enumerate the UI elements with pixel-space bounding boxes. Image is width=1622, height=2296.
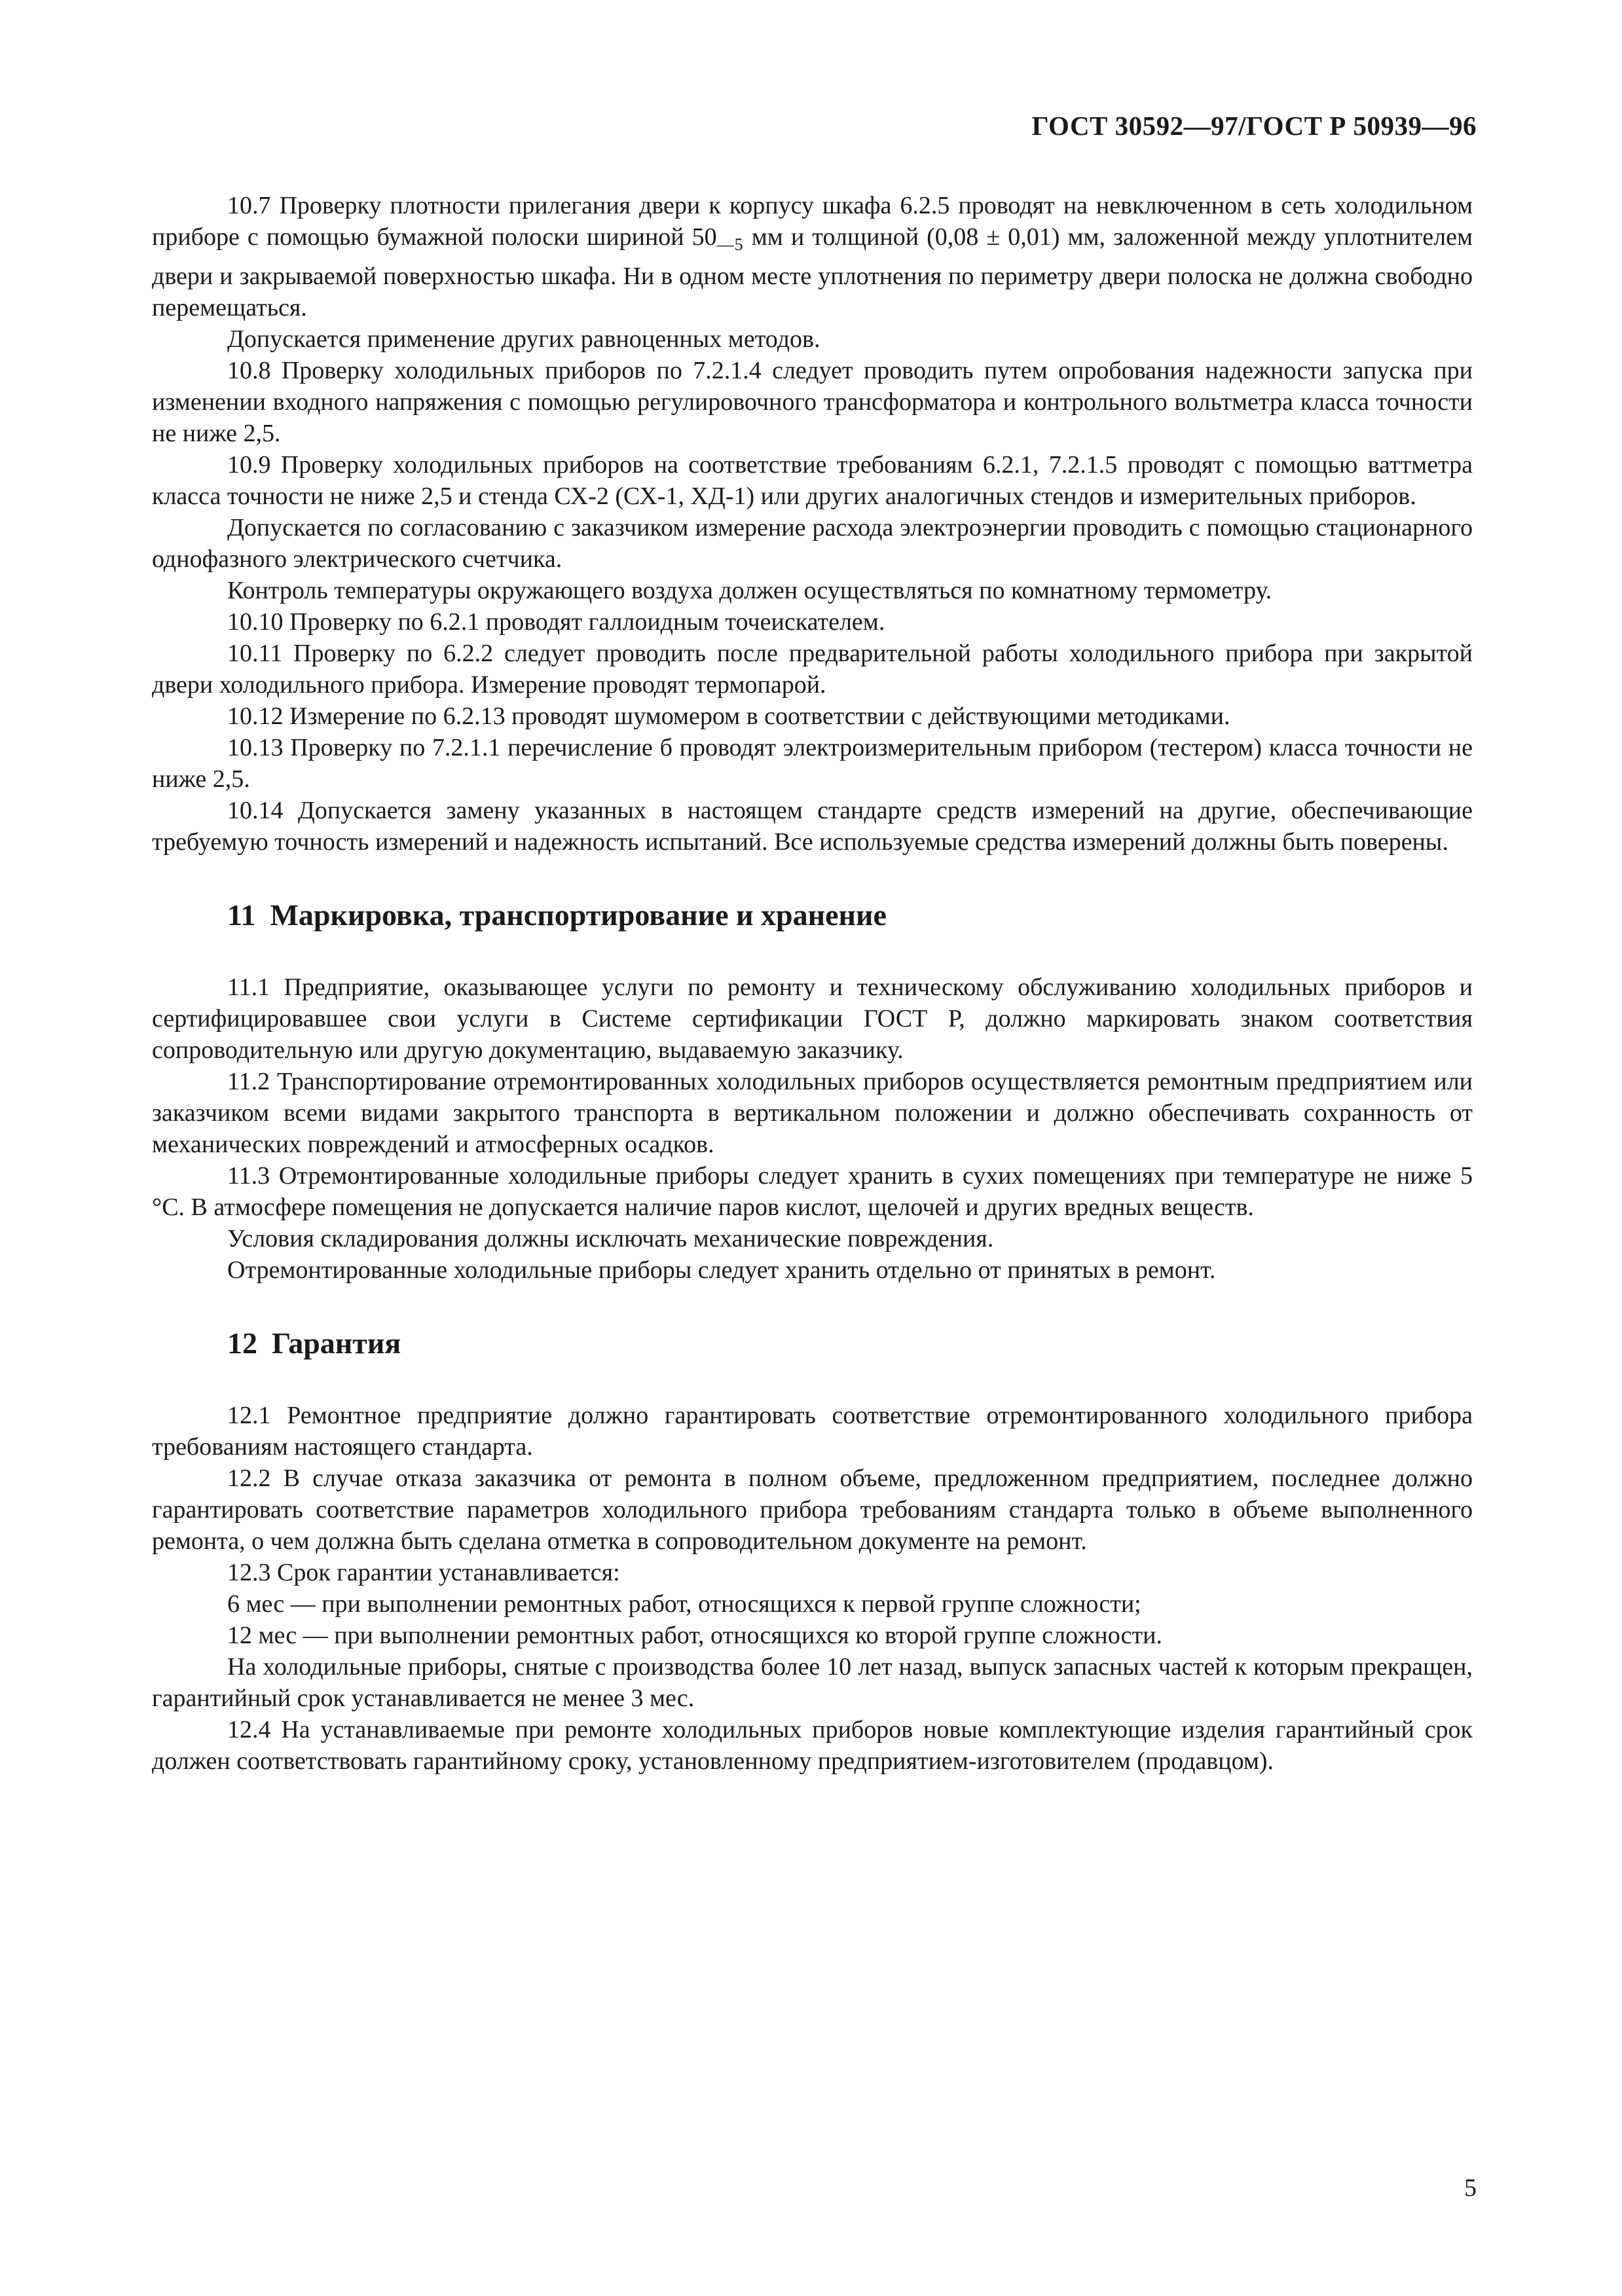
paragraph: Допускается применение других равноценных методов. (227, 325, 820, 353)
list-item: 6 мес — при выполнении ремонтных работ, относящихся к первой группе сложности; (227, 1590, 1141, 1618)
paragraph-11-3: 11.3 Отремонтированные холодильные приборы следует хранить в сухих помещениях при температуре не ниже 5 °С. В атмосфере помещения не допускается наличие паров кислот, щелочей и других вредных веществ. (152, 1162, 1473, 1221)
paragraph: Отремонтированные холодильные приборы следует хранить отдельно от принятых в ремонт. (227, 1256, 1216, 1284)
paragraph-10-12: 10.12 Измерение по 6.2.13 проводят шумомером в соответствии с действующими методиками. (227, 702, 1230, 730)
tolerance-subscript: —5 (716, 235, 744, 254)
paragraph-12-2: 12.2 В случае отказа заказчика от ремонта в полном объеме, предложенном предприятием, последнее должно гарантировать соответствие параметров холодильного прибора требованиям стандарта только в объеме выполненного ремонта, о чем должна быть сделана отметка в сопроводительном документе на ремонт. (152, 1465, 1473, 1555)
section-heading-11: 11 Маркировка, транспортирование и хранение (227, 898, 887, 932)
paragraph: На холодильные приборы, снятые с производства более 10 лет назад, выпуск запасных частей к которым прекращен, гарантийный срок устанавливается не менее 3 мес. (152, 1653, 1473, 1712)
paragraph-12-4: 12.4 На устанавливаемые при ремонте холодильных приборов новые комплектующие изделия гарантийный срок должен соответствовать гарантийному сроку, установленному предприятием-изготовителем (продавцом). (152, 1716, 1473, 1775)
section-heading-12: 12 Гарантия (227, 1326, 401, 1360)
paragraph-10-13: 10.13 Проверку по 7.2.1.1 перечисление б проводят электроизмерительным прибором (тестером) класса точности не ниже 2,5. (152, 734, 1473, 793)
paragraph-10-10: 10.10 Проверку по 6.2.1 проводят галлоидным точеискателем. (227, 608, 885, 636)
paragraph-10-9: 10.9 Проверку холодильных приборов на соответствие требованиям 6.2.1, 7.2.1.5 проводят с помощью ваттметра класса точности не ниже 2,5 и стенда СХ-2 (СХ-1, ХД-1) или других аналогичных стендов и измерительных приборов. (152, 451, 1473, 510)
paragraph-10-11: 10.11 Проверку по 6.2.2 следует проводить после предварительной работы холодильного прибора при закрытой двери холодильного прибора. Измерение проводят термопарой. (152, 640, 1473, 699)
document-header: ГОСТ 30592—97/ГОСТ Р 50939—96 (1031, 111, 1477, 141)
paragraph-10-8: 10.8 Проверку холодильных приборов по 7.2.1.4 следует проводить путем опробования надежности запуска при изменении входного напряжения с помощью регулировочного трансформатора и контрольного вольтметра класса точности не ниже 2,5. (152, 357, 1473, 447)
paragraph-11-2: 11.2 Транспортирование отремонтированных холодильных приборов осуществляется ремонтным предприятием или заказчиком всеми видами закрытого транспорта в вертикальном положении и должно обеспечивать сохранность от механических повреждений и атмосферных осадков. (152, 1068, 1473, 1158)
paragraph-10-14: 10.14 Допускается замену указанных в настоящем стандарте средств измерений на другие, обеспечивающие требуемую точность измерений и надежность испытаний. Все используемые средства измерений должны быть поверены. (152, 797, 1473, 856)
paragraph-10-7: 10.7 Проверку плотности прилегания двери к корпусу шкафа 6.2.5 проводят на невключенном в сеть холодильном приборе с помощью бумажной полоски шириной $50_{—5}$ мм и толщиной (0,08 ± 0,01) мм, заложенной между уплотнителем двери и закрываемой поверхностью шкафа. Ни в одном месте уплотнения по периметру двери полоска не должна свободно перемещаться. (152, 192, 1473, 321)
paragraph-11-1: 11.1 Предприятие, оказывающее услуги по ремонту и техническому обслуживанию холодильных приборов и сертифицировавшее свои услуги в Системе сертификации ГОСТ Р, должно маркировать знаком соответствия сопроводительную или другую документацию, выдаваемую заказчику. (152, 974, 1473, 1064)
paragraph: Контроль температуры окружающего воздуха должен осуществляться по комнатному термометру. (227, 577, 1272, 604)
page-number: 5 (1464, 2174, 1477, 2202)
list-item: 12 мес — при выполнении ремонтных работ, относящихся ко второй группе сложности. (227, 1622, 1162, 1649)
paragraph-12-1: 12.1 Ремонтное предприятие должно гарантировать соответствие отремонтированного холодильного прибора требованиям настоящего стандарта. (152, 1402, 1473, 1461)
document-body (152, 190, 1473, 1777)
paragraph-12-3: 12.3 Срок гарантии устанавливается: (227, 1559, 620, 1586)
paragraph: Условия складирования должны исключать механические повреждения. (227, 1225, 994, 1252)
paragraph: Допускается по согласованию с заказчиком измерение расхода электроэнергии проводить с помощью стационарного однофазного электрического счетчика. (152, 514, 1473, 573)
